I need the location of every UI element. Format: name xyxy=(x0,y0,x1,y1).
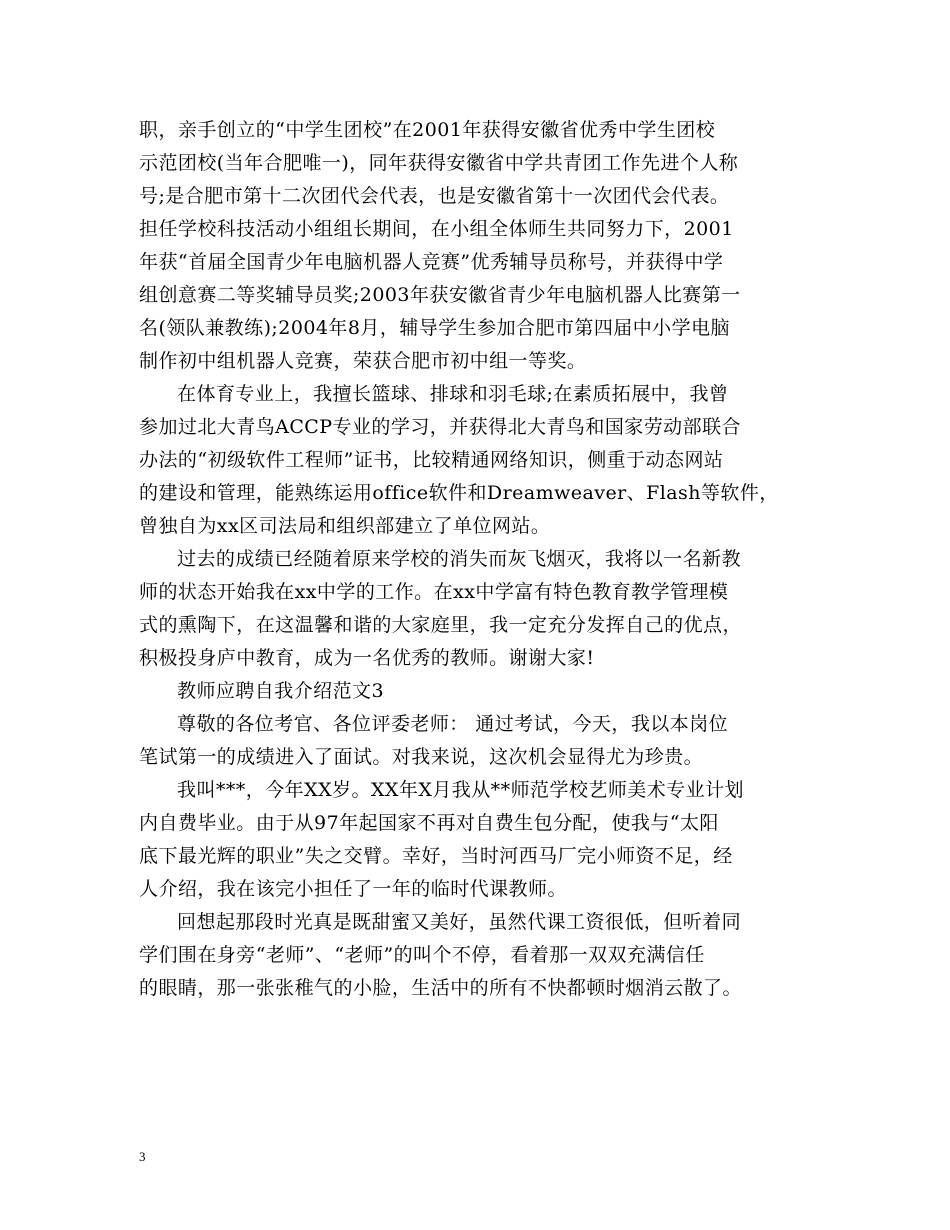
text-line: 人介绍，我在该完小担任了一年的临时代课教师。 xyxy=(139,878,567,900)
text-line: 内自费毕业。由于从97年起国家不再对自费生包分配，使我与“太阳 xyxy=(139,812,719,834)
paragraph xyxy=(139,906,814,1005)
text-line: 积极投身庐中教育，成为一名优秀的教师。谢谢大家! xyxy=(139,647,595,669)
text-line: 过去的成绩已经随着原来学校的消失而灰飞烟灭，我将以一名新教 xyxy=(177,548,742,570)
text-line: 底下最光辉的职业”失之交臂。幸好，当时河西马厂完小师资不足，经 xyxy=(139,845,733,867)
paragraph xyxy=(139,774,814,906)
text-line: 学们围在身旁“老师”、“老师”的叫个不停，看着那一双双充满信任 xyxy=(139,944,705,966)
paragraph xyxy=(139,114,814,378)
document-body xyxy=(139,114,814,1005)
text-line: 尊敬的各位考官、各位评委老师： 通过考试，今天，我以本岗位 xyxy=(177,713,729,735)
text-line: 组创意赛二等奖辅导员奖;2003年获安徽省青少年电脑机器人比赛第一 xyxy=(139,284,741,306)
text-line: 师的状态开始我在xx中学的工作。在xx中学富有特色教育教学管理模 xyxy=(139,581,729,603)
text-line: 式的熏陶下，在这温馨和谐的大家庭里，我一定充分发挥自己的优点， xyxy=(139,614,742,636)
text-line: 职，亲手创立的“中学生团校”在2001年获得安徽省优秀中学生团校 xyxy=(139,119,716,141)
paragraph xyxy=(139,543,814,675)
text-line: 号;是合肥市第十二次团代会代表，也是安徽省第十一次团代会代表。 xyxy=(139,185,730,207)
text-line: 担任学校科技活动小组组长期间，在小组全体师生共同努力下，2001 xyxy=(139,218,734,240)
text-line: 办法的“初级软件工程师”证书，比较精通网络知识，侧重于动态网站 xyxy=(139,449,724,471)
text-line: 参加过北大青鸟ACCP专业的学习，并获得北大青鸟和国家劳动部联合 xyxy=(139,416,741,438)
paragraph xyxy=(139,708,814,774)
text-line: 我叫***，今年XX岁。XX年X月我从**师范学校艺师美术专业计划 xyxy=(177,779,744,801)
text-line: 回想起那段时光真是既甜蜜又美好，虽然代课工资很低，但听着同 xyxy=(177,911,742,933)
text-line: 笔试第一的成绩进入了面试。对我来说，这次机会显得尤为珍贵。 xyxy=(139,746,704,768)
text-line: 曾独自为xx区司法局和组织部建立了单位网站。 xyxy=(139,515,551,537)
text-line: 的建设和管理，能熟练运用office软件和Dreamweaver、Flash等软件， xyxy=(139,482,779,504)
text-line: 年获“首届全国青少年电脑机器人竞赛”优秀辅导员称号，并获得中学 xyxy=(139,251,724,273)
paragraph xyxy=(139,378,814,543)
text-line: 的眼睛，那一张张稚气的小脸，生活中的所有不快都顿时烟消云散了。 xyxy=(139,977,742,999)
paragraph xyxy=(139,675,814,708)
text-line: 教师应聘自我介绍范文3 xyxy=(177,680,385,702)
page-number: 3 xyxy=(139,1149,146,1164)
text-line: 示范团校(当年合肥唯一)，同年获得安徽省中学共青团工作先进个人称 xyxy=(139,152,739,174)
text-line: 制作初中组机器人竞赛，荣获合肥市初中组一等奖。 xyxy=(139,350,587,372)
text-line: 在体育专业上，我擅长篮球、排球和羽毛球;在素质拓展中，我曾 xyxy=(177,383,729,405)
text-line: 名(领队兼教练);2004年8月，辅导学生参加合肥市第四届中小学电脑 xyxy=(139,317,730,339)
